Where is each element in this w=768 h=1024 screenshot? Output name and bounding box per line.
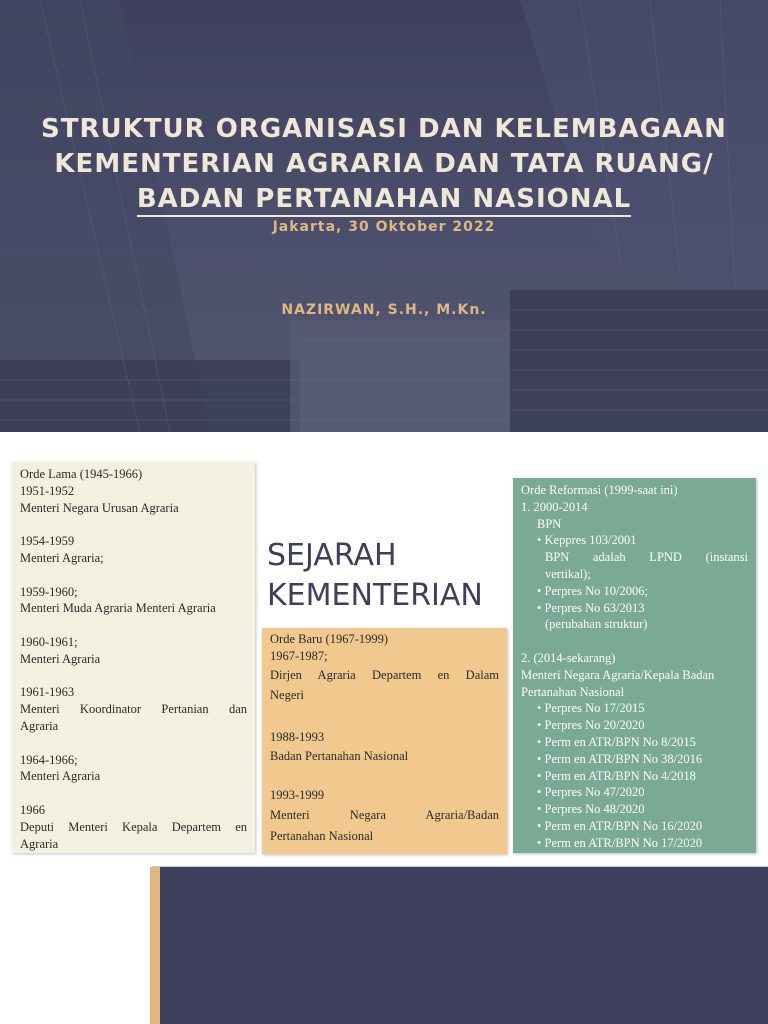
list-item: Deputi Menteri Kepala Departem en bbox=[20, 819, 247, 834]
list-item: vertikal); bbox=[545, 566, 591, 581]
list-item: BPN bbox=[537, 516, 562, 531]
list-item: 1959-1960; bbox=[20, 584, 78, 599]
list-item: • Perm en ATR/BPN No 4/2018 bbox=[537, 768, 696, 783]
heading-line-1: SEJARAH bbox=[267, 538, 397, 573]
list-item: • Perpres No 63/2013 bbox=[537, 600, 645, 615]
list-item: Menteri Negara Urusan Agraria bbox=[20, 500, 179, 515]
title-slide bbox=[0, 0, 768, 432]
list-item: • Perpres No 48/2020 bbox=[537, 802, 645, 817]
list-item: • Perpres No 47/2020 bbox=[537, 785, 645, 800]
heading-line-2: KEMENTERIAN bbox=[267, 578, 483, 613]
list-item: Dirjen Agraria Departem en Dalam bbox=[270, 667, 499, 682]
list-item: • Keppres 103/2001 bbox=[537, 533, 637, 548]
list-item: Menteri Negara Agraria/Kepala Badan bbox=[521, 667, 715, 682]
list-item: • Perm en ATR/BPN No 38/2016 bbox=[537, 751, 703, 766]
list-item: • Perm en ATR/BPN No 17/2020 bbox=[537, 835, 703, 850]
orde-baru-title: Orde Baru (1967-1999) bbox=[270, 632, 389, 646]
history-slide bbox=[0, 442, 768, 860]
list-item: Negeri bbox=[270, 687, 305, 702]
list-item: 1960-1961; bbox=[20, 634, 78, 649]
list-item: Menteri Koordinator Pertanian dan bbox=[20, 702, 247, 717]
list-item: Pertanahan Nasional bbox=[521, 684, 625, 699]
slide-heading bbox=[267, 536, 507, 616]
presenter-name: NAZIRWAN, S.H., M.Kn. bbox=[281, 302, 487, 318]
next-slide-panel bbox=[150, 867, 768, 1024]
list-item: • Perpres No 10/2006; bbox=[537, 583, 648, 598]
list-item: 1961-1963 bbox=[20, 685, 75, 700]
presentation-date: Jakarta, 30 Oktober 2022 bbox=[272, 219, 496, 235]
title-line-2: KEMENTERIAN AGRARIA DAN TATA RUANG/ bbox=[54, 149, 714, 179]
list-item: • Perpres No 17/2015 bbox=[537, 701, 645, 716]
orde-lama-title: Orde Lama (1945-1966) bbox=[20, 467, 143, 481]
list-item: 1. 2000-2014 bbox=[521, 499, 588, 514]
list-item: Agraria bbox=[20, 836, 59, 851]
list-item: Badan Pertanahan Nasional bbox=[270, 749, 409, 764]
list-item: 1993-1999 bbox=[270, 788, 325, 803]
orde-baru-box bbox=[262, 628, 507, 854]
list-item: 1951-1952 bbox=[20, 483, 75, 498]
list-item: Agraria bbox=[20, 718, 59, 733]
title-line-1: STRUKTUR ORGANISASI DAN KELEMBAGAAN bbox=[41, 114, 727, 144]
list-item: 1967-1987; bbox=[270, 648, 328, 663]
list-item: Menteri Agraria; bbox=[20, 550, 104, 565]
list-item: Menteri Negara Agraria/Badan bbox=[270, 808, 499, 823]
list-item: BPN adalah LPND (instansi bbox=[545, 550, 748, 565]
list-item: 1988-1993 bbox=[270, 729, 325, 744]
list-item: Menteri Agraria bbox=[20, 769, 101, 784]
list-item: Menteri Agraria bbox=[20, 651, 101, 666]
list-item: Pertanahan Nasional bbox=[270, 829, 374, 844]
list-item: 1966 bbox=[20, 802, 45, 817]
list-item: • Perm en ATR/BPN No 8/2015 bbox=[537, 734, 696, 749]
list-item: 2. (2014-sekarang) bbox=[521, 650, 616, 665]
list-item: • Perpres No 20/2020 bbox=[537, 718, 645, 733]
orde-reformasi-title: Orde Reformasi (1999-saat ini) bbox=[521, 483, 678, 497]
list-item: 1964-1966; bbox=[20, 752, 78, 767]
list-item: Menteri Muda Agraria Menteri Agraria bbox=[20, 601, 216, 616]
list-item: 1954-1959 bbox=[20, 534, 75, 549]
orde-reformasi-box bbox=[513, 478, 756, 853]
orde-lama-box bbox=[12, 462, 255, 853]
list-item: • Perm en ATR/BPN No 16/2020 bbox=[537, 818, 703, 833]
title-line-3 bbox=[0, 184, 768, 214]
title-line-3-text: BADAN PERTANAHAN NASIONAL bbox=[137, 184, 631, 217]
accent-bar bbox=[150, 867, 160, 1024]
list-item: (perubahan struktur) bbox=[545, 617, 648, 632]
